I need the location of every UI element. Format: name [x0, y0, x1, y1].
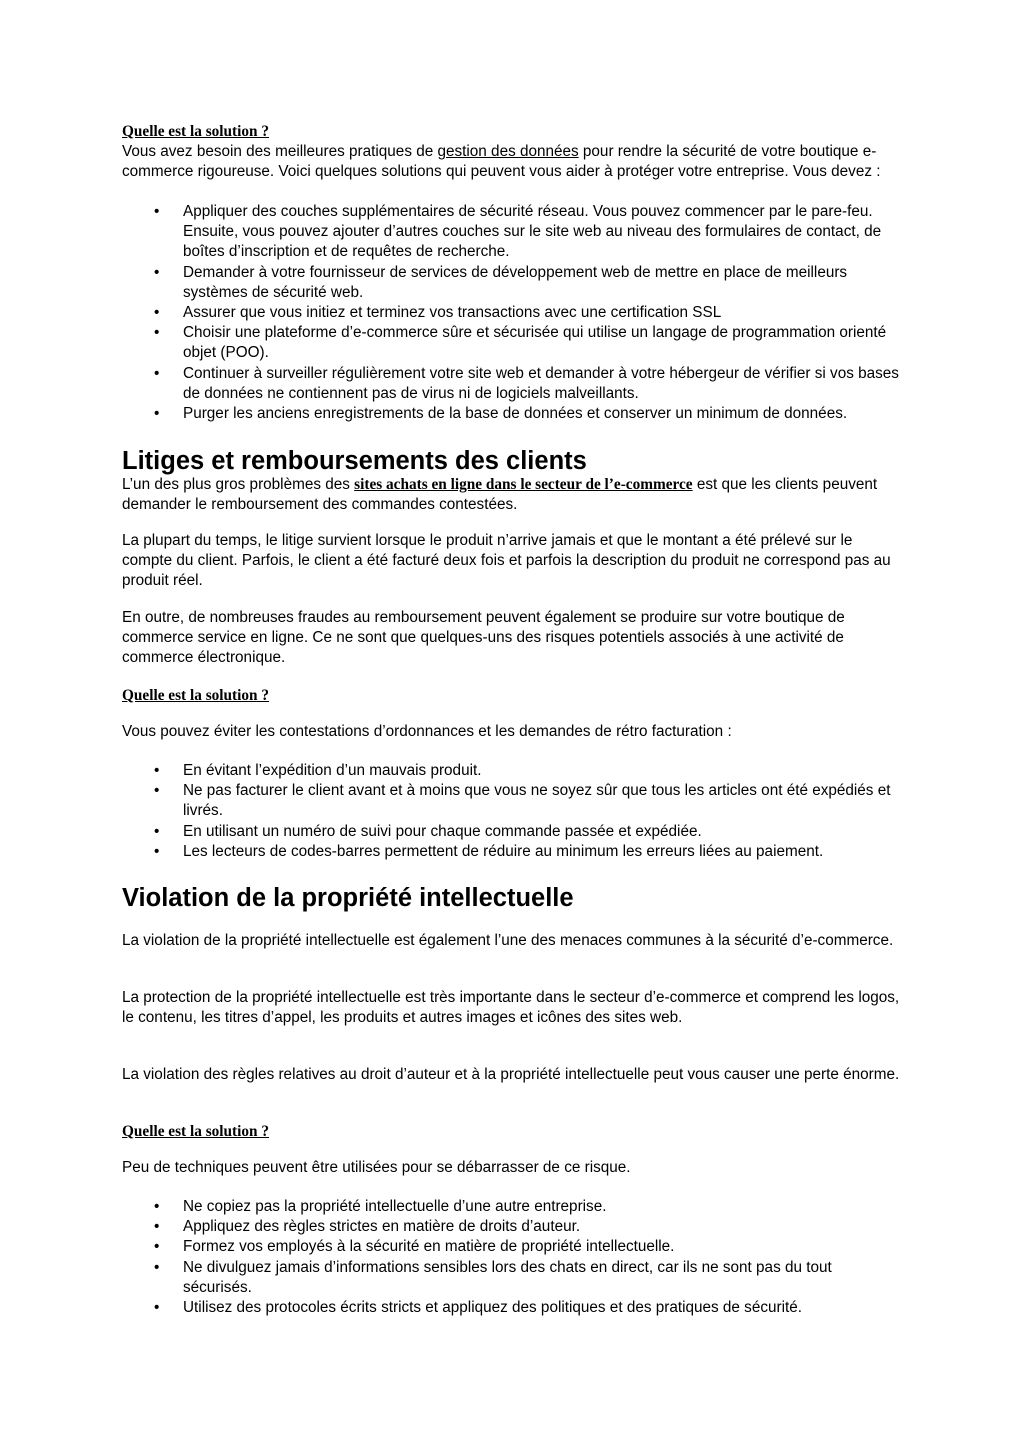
list-item [151, 761, 903, 781]
solution-heading: Quelle est la solution ? [122, 123, 270, 140]
list-item-text: Appliquez des règles strictes en matière de droits d’auteur. [183, 1218, 581, 1236]
disputes-paragraph-2: La plupart du temps, le litige survient lorsque le produit n’arrive jamais et que le montant a été prélevé sur le compte du client. Parfois, le client a été facturé deux fois et parfois la description du produit ne correspond pas au produit réel. [122, 532, 891, 589]
list-item [151, 1258, 903, 1298]
security-solutions-list [151, 202, 903, 424]
list-item [151, 1237, 903, 1257]
list-item-text: Continuer à surveiller régulièrement votre site web et demander à votre hébergeur de vérifier si vos bases de données ne contiennent pas de virus ni de logiciels malveillants. [183, 364, 899, 402]
list-item-text: En utilisant un numéro de suivi pour chaque commande passée et expédiée. [183, 822, 702, 840]
bullet-icon: • [154, 1258, 160, 1276]
list-item-text: En évitant l’expédition d’un mauvais produit. [183, 762, 482, 779]
intro-paragraph [122, 142, 900, 182]
ip-paragraph-3: La violation des règles relatives au droit d’auteur et à la propriété intellectuelle peut vous causer une perte énorme. [122, 1066, 900, 1083]
ecommerce-sites-link[interactable]: sites achats en ligne dans le secteur de l’e-commerce [354, 476, 693, 493]
list-item [151, 781, 903, 821]
list-item [151, 303, 903, 323]
list-item-text: Ne divulguez jamais d’informations sensibles lors des chats en direct, car ils ne sont pas du tout sécurisés. [183, 1258, 832, 1296]
bullet-icon: • [154, 1299, 160, 1317]
chargeback-solutions-list [151, 761, 903, 862]
section-heading-ip-violation: Violation de la propriété intellectuelle [122, 884, 574, 912]
data-management-link[interactable]: gestion des données [437, 143, 579, 160]
list-item [151, 1298, 903, 1318]
list-item [151, 1197, 903, 1217]
list-item-text: Purger les anciens enregistrements de la base de données et conserver un minimum de données. [183, 405, 848, 423]
ip-paragraph-2: La protection de la propriété intellectuelle est très importante dans le secteur d’e-commerce et comprend les logos, le contenu, les titres d’appel, les produits et autres images et icônes des sites web. [122, 989, 900, 1026]
list-item [151, 202, 903, 263]
solution-intro: Peu de techniques peuvent être utilisées pour se débarrasser de ce risque. [122, 1159, 631, 1176]
solution-heading: Quelle est la solution ? [122, 687, 270, 704]
list-item [151, 404, 903, 424]
disputes-paragraph-3: En outre, de nombreuses fraudes au remboursement peuvent également se produire sur votre boutique de commerce service en ligne. Ce ne sont que quelques-uns des risques potentiels associés à une activité de commerce électronique. [122, 609, 845, 666]
bullet-icon: • [154, 304, 160, 322]
list-item-text: Assurer que vous initiez et terminez vos transactions avec une certification SSL [183, 304, 722, 322]
section-heading-disputes: Litiges et remboursements des clients [122, 447, 587, 475]
list-item-text: Utilisez des protocoles écrits stricts et appliquez des politiques et des pratiques de sécurité. [183, 1299, 802, 1317]
bullet-icon: • [154, 762, 160, 779]
list-item-text: Formez vos employés à la sécurité en matière de propriété intellectuelle. [183, 1238, 675, 1256]
list-item [151, 364, 903, 404]
ip-solutions-list [151, 1197, 903, 1318]
list-item-text: Ne pas facturer le client avant et à moins que vous ne soyez sûr que tous les articles ont été expédiés et livrés. [183, 782, 891, 820]
bullet-icon: • [154, 203, 160, 220]
intro-text-start: Vous avez besoin des meilleures pratiques de [122, 143, 438, 160]
bullet-icon: • [154, 782, 160, 800]
bullet-icon: • [154, 324, 160, 342]
ip-paragraph-1: La violation de la propriété intellectuelle est également l’une des menaces communes à la sécurité d’e-commerce. [122, 932, 894, 949]
list-item-text: Demander à votre fournisseur de services de développement web de mettre en place de meilleurs systèmes de sécurité web. [183, 263, 848, 301]
list-item [151, 323, 903, 363]
bullet-icon: • [154, 822, 160, 840]
solution-heading: Quelle est la solution ? [122, 1123, 270, 1140]
list-item [151, 1217, 903, 1237]
list-item [151, 263, 903, 303]
solution-intro: Vous pouvez éviter les contestations d’ordonnances et les demandes de rétro facturation : [122, 723, 732, 740]
bullet-icon: • [154, 263, 160, 281]
list-item [151, 822, 903, 842]
bullet-icon: • [154, 364, 160, 382]
intro-text-end: pour rendre la sécurité de votre boutique e-commerce rigoureuse. Voici quelques solutions qui peuvent vous aider à protéger votre entreprise. Vous devez : [122, 143, 881, 180]
bullet-icon: • [154, 1238, 160, 1256]
list-item-text: Choisir une plateforme d’e-commerce sûre et sécurisée qui utilise un langage de programmation orienté objet (POO). [183, 324, 887, 362]
bullet-icon: • [154, 1218, 160, 1236]
bullet-icon: • [154, 405, 160, 423]
list-item-text: Les lecteurs de codes-barres permettent de réduire au minimum les erreurs liées au paiement. [183, 842, 824, 860]
paragraph-text-start: L’un des plus gros problèmes des [122, 476, 355, 493]
list-item-text: Ne copiez pas la propriété intellectuelle d’une autre entreprise. [183, 1198, 607, 1215]
bullet-icon: • [154, 1198, 160, 1215]
bullet-icon: • [154, 842, 160, 860]
list-item [151, 842, 903, 862]
list-item-text: Appliquer des couches supplémentaires de sécurité réseau. Vous pouvez commencer par le pare-feu. Ensuite, vous pouvez ajouter d’autres couches sur le site web au niveau des formulaires de contact, de boîtes d’inscription et de requêtes de recherche. [183, 203, 882, 261]
disputes-paragraph-1 [122, 475, 900, 515]
paragraph-text-end: est que les clients peuvent demander le remboursement des commandes contestées. [122, 476, 878, 513]
